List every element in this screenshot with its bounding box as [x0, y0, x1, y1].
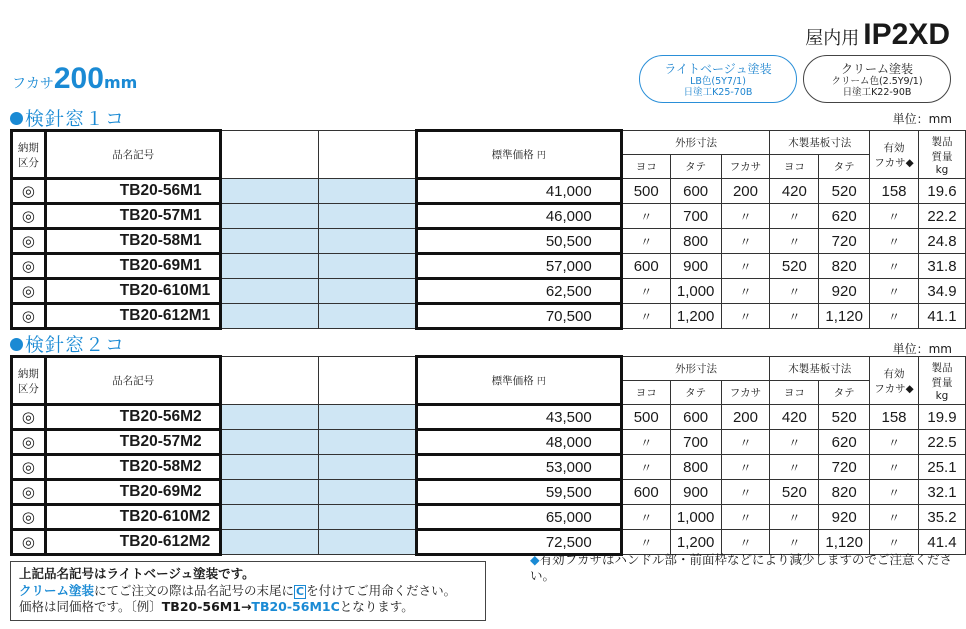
- dim-cell: 600: [670, 405, 721, 430]
- model-code: TB20-69M1: [45, 254, 221, 279]
- dim-cell: 〃: [870, 229, 919, 254]
- page-title: [805, 18, 950, 52]
- category-label: 屋内用: [805, 28, 860, 49]
- blank-cell: [319, 455, 417, 480]
- dim-cell: 19.9: [918, 405, 965, 430]
- model-code: TB20-69M2: [45, 480, 221, 505]
- dim-cell: 200: [721, 179, 770, 204]
- dim-cell: 〃: [770, 304, 819, 329]
- paint-standard: 日塗工K22-90B: [842, 87, 912, 98]
- dim-cell: 600: [621, 254, 670, 279]
- dim-cell: 1,120: [819, 530, 870, 555]
- mass-header: [918, 131, 965, 179]
- mass-unit: kg: [935, 389, 949, 402]
- depth-caution-note: ◆有効フカサはハンドル部・前面枠などにより減少しますのでご注意ください。: [530, 552, 953, 583]
- dim-cell: 〃: [621, 204, 670, 229]
- depth-unit: mm: [103, 73, 138, 92]
- blank-cell: [319, 480, 417, 505]
- dim-cell: 〃: [870, 279, 919, 304]
- dim-subheader: ヨコ: [770, 381, 819, 405]
- effective-depth-header: [870, 357, 919, 405]
- dim-cell: 600: [621, 480, 670, 505]
- dim-cell: 〃: [721, 480, 770, 505]
- dim-cell: 34.9: [918, 279, 965, 304]
- dim-subheader: タテ: [819, 381, 870, 405]
- outer-dim-header: 外形寸法: [621, 357, 770, 381]
- paint-standard: 日塗工K25-70B: [683, 87, 753, 98]
- dim-cell: 〃: [721, 430, 770, 455]
- model-header: 品名記号: [45, 131, 221, 179]
- price-header-label: 標準価格: [491, 375, 534, 387]
- table-row: [12, 505, 966, 530]
- dim-cell: 〃: [870, 480, 919, 505]
- dim-subheader: タテ: [819, 155, 870, 179]
- note-line: 価格は同価格です。〔例〕TB20-56M1→TB20-56M1Cとなります。: [19, 599, 414, 614]
- price-cell: 72,500: [416, 530, 621, 555]
- blank-cell: [319, 229, 417, 254]
- table-row: [12, 405, 966, 430]
- dim-cell: 〃: [770, 204, 819, 229]
- delivery-header: 納期区分: [12, 357, 46, 405]
- delivery-mark: ◎: [12, 304, 46, 329]
- dim-cell: 520: [819, 405, 870, 430]
- model-code: TB20-612M2: [45, 530, 221, 555]
- dim-cell: 1,120: [819, 304, 870, 329]
- dim-cell: 700: [670, 430, 721, 455]
- dim-cell: 32.1: [918, 480, 965, 505]
- model-code: TB20-58M2: [45, 455, 221, 480]
- dim-cell: 〃: [770, 505, 819, 530]
- dim-cell: 25.1: [918, 455, 965, 480]
- blank-cell: [319, 505, 417, 530]
- dim-subheader: タテ: [670, 155, 721, 179]
- table-row: [12, 229, 966, 254]
- table-row: [12, 530, 966, 555]
- blank-cell: [319, 304, 417, 329]
- dim-cell: 35.2: [918, 505, 965, 530]
- dim-cell: 920: [819, 279, 870, 304]
- dim-cell: 〃: [770, 530, 819, 555]
- delivery-mark: ◎: [12, 254, 46, 279]
- dim-cell: 800: [670, 229, 721, 254]
- blank-cell: [221, 530, 319, 555]
- blank-cell: [221, 204, 319, 229]
- dim-cell: 900: [670, 480, 721, 505]
- model-code: TB20-610M1: [45, 279, 221, 304]
- dim-cell: 〃: [770, 279, 819, 304]
- dim-cell: 〃: [721, 505, 770, 530]
- blank-cell: [319, 254, 417, 279]
- dim-cell: 〃: [870, 530, 919, 555]
- delivery-mark: ◎: [12, 530, 46, 555]
- blank-cell: [221, 505, 319, 530]
- dim-cell: 158: [870, 179, 919, 204]
- note-line: クリーム塗装にてご注文の際は品名記号の末尾に C を付けてご用命ください。: [19, 582, 457, 598]
- blank-cell: [319, 279, 417, 304]
- dim-subheader: ヨコ: [770, 155, 819, 179]
- paint-code: LB色(5Y7/1): [690, 76, 746, 87]
- model-header: 品名記号: [45, 357, 221, 405]
- dim-cell: 520: [819, 179, 870, 204]
- blank-cell: [319, 405, 417, 430]
- paint-code: クリーム色(2.5Y9/1): [831, 76, 923, 87]
- blank-header: [221, 357, 319, 405]
- board-dim-header: 木製基板寸法: [770, 131, 870, 155]
- spec-table: [10, 129, 966, 330]
- dim-cell: 〃: [870, 455, 919, 480]
- dim-cell: 1,000: [670, 505, 721, 530]
- dim-cell: 〃: [621, 279, 670, 304]
- dim-cell: 1,200: [670, 304, 721, 329]
- model-code: TB20-56M2: [45, 405, 221, 430]
- dim-cell: 22.2: [918, 204, 965, 229]
- dim-cell: 〃: [870, 505, 919, 530]
- blank-cell: [319, 204, 417, 229]
- blank-cell: [221, 254, 319, 279]
- blank-cell: [319, 530, 417, 555]
- depth-label: [12, 62, 137, 96]
- dim-cell: 31.8: [918, 254, 965, 279]
- dim-cell: 720: [819, 455, 870, 480]
- dim-cell: 〃: [770, 229, 819, 254]
- table-row: [12, 204, 966, 229]
- spec-table: [10, 355, 966, 556]
- board-dim-header: 木製基板寸法: [770, 357, 870, 381]
- dim-cell: 〃: [870, 304, 919, 329]
- dim-cell: 500: [621, 179, 670, 204]
- dim-cell: 〃: [621, 530, 670, 555]
- effective-depth-header: [870, 131, 919, 179]
- price-cell: 50,500: [416, 229, 621, 254]
- delivery-mark: ◎: [12, 279, 46, 304]
- model-code: TB20-610M2: [45, 505, 221, 530]
- dim-cell: 1,000: [670, 279, 721, 304]
- order-note: [10, 561, 486, 621]
- suffix-c-icon: C: [296, 584, 305, 598]
- dim-cell: 900: [670, 254, 721, 279]
- price-cell: 70,500: [416, 304, 621, 329]
- delivery-mark: ◎: [12, 505, 46, 530]
- dim-cell: 41.4: [918, 530, 965, 555]
- section-title-2: 検針窓２コ: [10, 330, 125, 357]
- dim-cell: 〃: [621, 304, 670, 329]
- dim-cell: 520: [770, 480, 819, 505]
- bullet-icon: [10, 338, 23, 351]
- diamond-icon: ◆: [530, 552, 540, 567]
- unit-label: 単位：mm: [892, 342, 952, 356]
- dim-cell: 24.8: [918, 229, 965, 254]
- blank-cell: [319, 430, 417, 455]
- effective-label: 有効: [883, 367, 905, 380]
- dim-subheader: ヨコ: [621, 155, 670, 179]
- dim-cell: 158: [870, 405, 919, 430]
- paint-name: ライトベージュ塗装: [664, 62, 772, 76]
- delivery-mark: ◎: [12, 430, 46, 455]
- dim-cell: 〃: [870, 254, 919, 279]
- dim-cell: 420: [770, 179, 819, 204]
- dim-subheader: フカサ: [721, 381, 770, 405]
- dim-cell: 720: [819, 229, 870, 254]
- dim-cell: 〃: [721, 229, 770, 254]
- dim-cell: 500: [621, 405, 670, 430]
- price-cell: 43,500: [416, 405, 621, 430]
- dim-cell: 920: [819, 505, 870, 530]
- blank-cell: [319, 179, 417, 204]
- dim-cell: 〃: [621, 505, 670, 530]
- price-cell: 59,500: [416, 480, 621, 505]
- outer-dim-header: 外形寸法: [621, 131, 770, 155]
- dim-cell: 1,200: [670, 530, 721, 555]
- table-row: [12, 279, 966, 304]
- table-header-row: [12, 357, 966, 381]
- depth-prefix: フカサ: [12, 76, 54, 92]
- table-row: [12, 304, 966, 329]
- dim-cell: 19.6: [918, 179, 965, 204]
- dim-cell: 〃: [721, 304, 770, 329]
- series-label: IP2XD: [863, 18, 950, 51]
- dim-cell: 22.5: [918, 430, 965, 455]
- table-row: [12, 254, 966, 279]
- blank-cell: [221, 430, 319, 455]
- price-header: [416, 131, 621, 179]
- delivery-mark: ◎: [12, 229, 46, 254]
- blank-cell: [221, 405, 319, 430]
- unit-label: 単位：mm: [892, 112, 952, 126]
- delivery-mark: ◎: [12, 179, 46, 204]
- dim-cell: 〃: [870, 430, 919, 455]
- dim-cell: 〃: [721, 279, 770, 304]
- dim-cell: 520: [770, 254, 819, 279]
- paint-name: クリーム塗装: [840, 62, 913, 76]
- model-code: TB20-57M2: [45, 430, 221, 455]
- price-cell: 46,000: [416, 204, 621, 229]
- table-row: [12, 179, 966, 204]
- price-cell: 62,500: [416, 279, 621, 304]
- delivery-header: 納期区分: [12, 131, 46, 179]
- dim-cell: 620: [819, 204, 870, 229]
- dim-cell: 41.1: [918, 304, 965, 329]
- price-header-label: 標準価格: [491, 149, 534, 161]
- paint-option-cream: [803, 55, 951, 103]
- model-code: TB20-58M1: [45, 229, 221, 254]
- dim-cell: 〃: [721, 254, 770, 279]
- delivery-mark: ◎: [12, 405, 46, 430]
- dim-subheader: フカサ: [721, 155, 770, 179]
- blank-header: [319, 131, 417, 179]
- dim-cell: 〃: [621, 229, 670, 254]
- section-title-1: 検針窓１コ: [10, 104, 125, 131]
- mass-label: 製品: [931, 135, 953, 148]
- delivery-mark: ◎: [12, 204, 46, 229]
- mass-label-2: 質量: [931, 376, 953, 389]
- blank-header: [221, 131, 319, 179]
- dim-cell: 〃: [770, 455, 819, 480]
- dim-cell: 〃: [770, 430, 819, 455]
- blank-cell: [221, 279, 319, 304]
- dim-cell: 420: [770, 405, 819, 430]
- dim-cell: 〃: [721, 204, 770, 229]
- price-header: [416, 357, 621, 405]
- dim-cell: 820: [819, 254, 870, 279]
- dim-subheader: ヨコ: [621, 381, 670, 405]
- price-cell: 57,000: [416, 254, 621, 279]
- depth-value: 200: [53, 62, 104, 95]
- effective-label: 有効: [883, 141, 905, 154]
- blank-cell: [221, 179, 319, 204]
- paint-option-light-beige: [639, 55, 797, 103]
- dim-cell: 700: [670, 204, 721, 229]
- model-code: TB20-57M1: [45, 204, 221, 229]
- dim-cell: 600: [670, 179, 721, 204]
- mass-header: [918, 357, 965, 405]
- dim-cell: 620: [819, 430, 870, 455]
- dim-cell: 〃: [721, 455, 770, 480]
- dim-cell: 〃: [621, 455, 670, 480]
- table-row: [12, 455, 966, 480]
- model-code: TB20-612M1: [45, 304, 221, 329]
- mass-label: 製品: [931, 361, 953, 374]
- table-header-row: [12, 131, 966, 155]
- note-line: 上記品名記号はライトベージュ塗装です。: [19, 566, 255, 581]
- mass-unit: kg: [935, 163, 949, 176]
- effective-label-2: フカサ◆: [874, 382, 914, 395]
- price-cell: 65,000: [416, 505, 621, 530]
- dim-cell: 〃: [721, 530, 770, 555]
- blank-cell: [221, 480, 319, 505]
- blank-header: [319, 357, 417, 405]
- blank-cell: [221, 304, 319, 329]
- price-unit: 円: [536, 151, 546, 161]
- dim-subheader: タテ: [670, 381, 721, 405]
- model-code: TB20-56M1: [45, 179, 221, 204]
- mass-label-2: 質量: [931, 150, 953, 163]
- effective-label-2: フカサ◆: [874, 156, 914, 169]
- price-unit: 円: [536, 377, 546, 387]
- blank-cell: [221, 455, 319, 480]
- table-row: [12, 430, 966, 455]
- dim-cell: 〃: [870, 204, 919, 229]
- bullet-icon: [10, 112, 23, 125]
- delivery-mark: ◎: [12, 480, 46, 505]
- blank-cell: [221, 229, 319, 254]
- dim-cell: 〃: [621, 430, 670, 455]
- delivery-mark: ◎: [12, 455, 46, 480]
- price-cell: 48,000: [416, 430, 621, 455]
- dim-cell: 200: [721, 405, 770, 430]
- table-row: [12, 480, 966, 505]
- dim-cell: 800: [670, 455, 721, 480]
- dim-cell: 820: [819, 480, 870, 505]
- price-cell: 41,000: [416, 179, 621, 204]
- price-cell: 53,000: [416, 455, 621, 480]
